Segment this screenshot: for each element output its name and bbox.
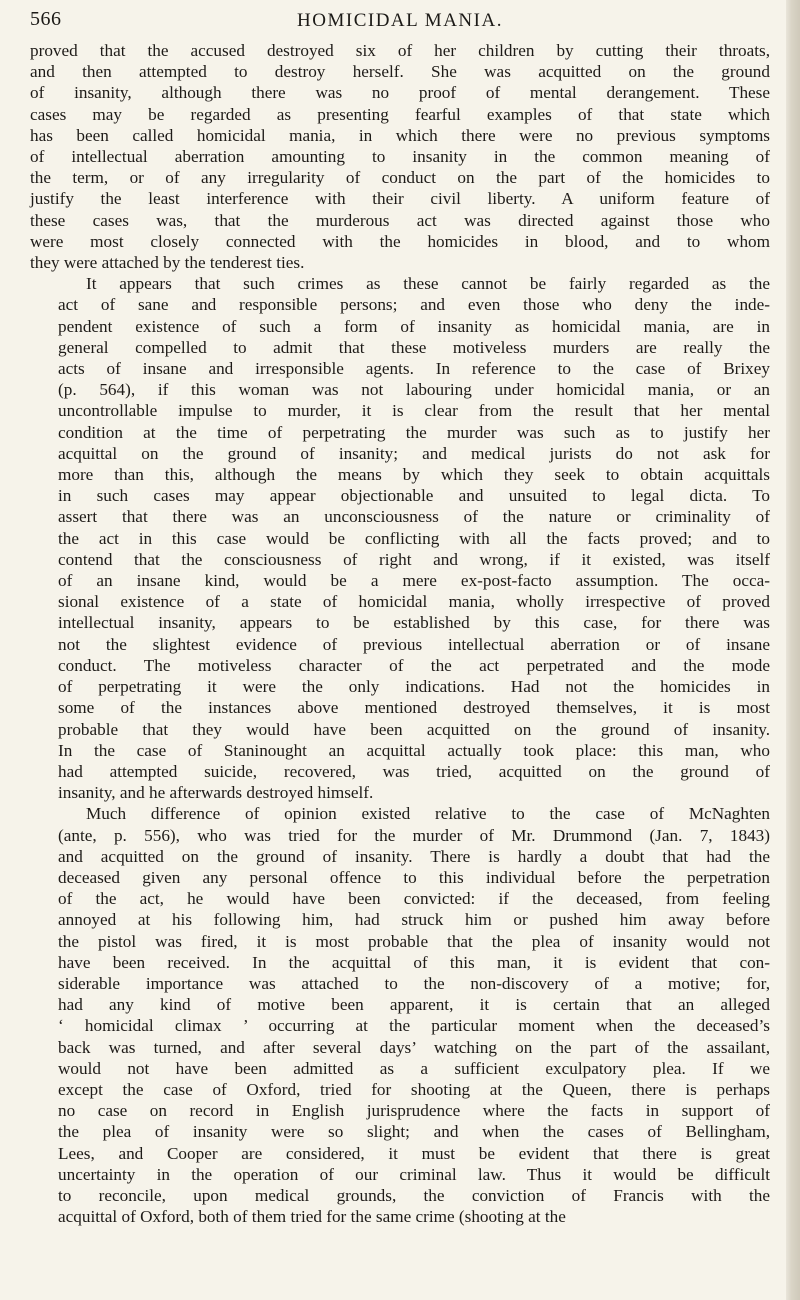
text-line: and acquitted on the ground of insanity. There is hardly a doubt that had the <box>58 846 770 866</box>
text-line: the pistol was fired, it is most probable that the plea of insanity would not <box>58 931 770 951</box>
chapter-title: HOMICIDAL MANIA. <box>297 10 503 31</box>
text-line: except the case of Oxford, tried for shooting at the Queen, there is perhaps <box>58 1079 770 1099</box>
body-text <box>30 40 770 1227</box>
text-line: general compelled to admit that these motiveless murders are really the <box>58 337 770 357</box>
text-line: back was turned, and after several days’ watching on the part of the assailant, <box>58 1037 770 1057</box>
text-line: more than this, although the means by which they seek to obtain acquittals <box>58 465 770 485</box>
text-line: of insanity, although there was no proof of mental derangement. These <box>30 83 770 103</box>
text-line: uncertainty in the operation of our criminal law. Thus it would be difficult <box>58 1164 770 1184</box>
page-number: 566 <box>30 8 62 30</box>
text-line: act of sane and responsible persons; and even those who deny the inde- <box>58 295 770 315</box>
text-line: not the slightest evidence of previous intellectual aberration or of insane <box>58 634 770 654</box>
text-line: Much difference of opinion existed relative to the case of McNaghten <box>86 804 770 824</box>
text-line: condition at the time of perpetrating the murder was such as to justify her <box>58 422 770 442</box>
text-line: they were attached by the tenderest ties. <box>30 253 305 273</box>
text-line: ‘ homicidal climax ’ occurring at the particular moment when the deceased’s <box>58 1016 770 1036</box>
text-line: pendent existence of such a form of insanity as homicidal mania, are in <box>58 316 770 336</box>
text-line: (ante, p. 556), who was tried for the murder of Mr. Drummond (Jan. 7, 1843) <box>58 825 770 845</box>
text-line: Lees, and Cooper are considered, it must be evident that there is great <box>58 1143 770 1163</box>
paragraph <box>30 803 770 1227</box>
text-line: deceased given any personal offence to this individual before the perpetration <box>58 867 770 887</box>
text-line: proved that the accused destroyed six of her children by cutting their throats, <box>30 41 770 60</box>
text-line: and then attempted to destroy herself. She was acquitted on the ground <box>30 62 770 82</box>
text-line: sional existence of a state of homicidal mania, wholly irrespective of proved <box>58 592 770 612</box>
text-line: has been called homicidal mania, in which there were no previous symptoms <box>30 125 770 145</box>
text-line: assert that there was an unconsciousness of the nature or criminality of <box>58 507 770 527</box>
text-line: to reconcile, upon medical grounds, the conviction of Francis with the <box>58 1185 770 1205</box>
text-line: have been received. In the acquittal of this man, it is evident that con- <box>58 952 770 972</box>
text-line: acquittal of Oxford, both of them tried for the same crime (shooting at the <box>58 1207 566 1227</box>
text-line: the plea of insanity were so slight; and when the cases of Bellingham, <box>58 1122 770 1142</box>
text-line: cases may be regarded as presenting fearful examples of that state which <box>30 104 770 124</box>
text-line: acquittal on the ground of insanity; and medical jurists do not ask for <box>58 443 770 463</box>
text-line: justify the least interference with their civil liberty. A uniform feature of <box>30 189 770 209</box>
text-line: intellectual insanity, appears to be established by this case, for there was <box>58 613 770 633</box>
text-line: uncontrollable impulse to murder, it is clear from the result that her mental <box>58 401 770 421</box>
text-line: the term, or of any irregularity of conduct on the part of the homicides to <box>30 168 770 188</box>
page-edge-shadow <box>786 0 800 1300</box>
text-line: siderable importance was attached to the non-discovery of a motive; for, <box>58 973 770 993</box>
text-line: would not have been admitted as a sufficient exculpatory plea. If we <box>58 1058 770 1078</box>
text-line: the act in this case would be conflicting with all the facts proved; and to <box>58 528 770 548</box>
text-line: of perpetrating it were the only indications. Had not the homicides in <box>58 677 770 697</box>
text-line: annoyed at his following him, had struck him or pushed him away before <box>58 910 770 930</box>
text-line: conduct. The motiveless character of the act perpetrated and the mode <box>58 655 770 675</box>
text-line: of an insane kind, would be a mere ex-post-facto assumption. The occa- <box>58 571 770 591</box>
text-line: were most closely connected with the homicides in blood, and to whom <box>30 231 770 251</box>
text-line: In the case of Staninought an acquittal actually took place: this man, who <box>58 740 770 760</box>
running-head <box>30 8 770 36</box>
text-line: probable that they would have been acquitted on the ground of insanity. <box>58 719 770 739</box>
text-line: insanity, and he afterwards destroyed himself. <box>58 783 374 803</box>
text-line: (p. 564), if this woman was not labouring under homicidal mania, or an <box>58 380 770 400</box>
text-line: of intellectual aberration amounting to insanity in the common meaning of <box>30 147 770 167</box>
text-line: had attempted suicide, recovered, was tried, acquitted on the ground of <box>58 761 770 781</box>
text-line: these cases was, that the murderous act was directed against those who <box>30 210 770 230</box>
text-line: in such cases may appear objectionable and unsuited to legal dicta. To <box>58 486 770 506</box>
text-line: of the act, he would have been convicted: if the deceased, from feeling <box>58 889 770 909</box>
text-line: acts of insane and irresponsible agents. In reference to the case of Brixey <box>58 359 770 379</box>
text-line: It appears that such crimes as these cannot be fairly regarded as the <box>86 274 770 294</box>
paragraph <box>30 40 770 273</box>
text-line: some of the instances above mentioned destroyed themselves, it is most <box>58 698 770 718</box>
text-line: no case on record in English jurisprudence where the facts in support of <box>58 1101 770 1121</box>
text-line: had any kind of motive been apparent, it is certain that an alleged <box>58 995 770 1015</box>
text-line: contend that the consciousness of right and wrong, if it existed, was itself <box>58 549 770 569</box>
paragraph <box>30 273 770 803</box>
